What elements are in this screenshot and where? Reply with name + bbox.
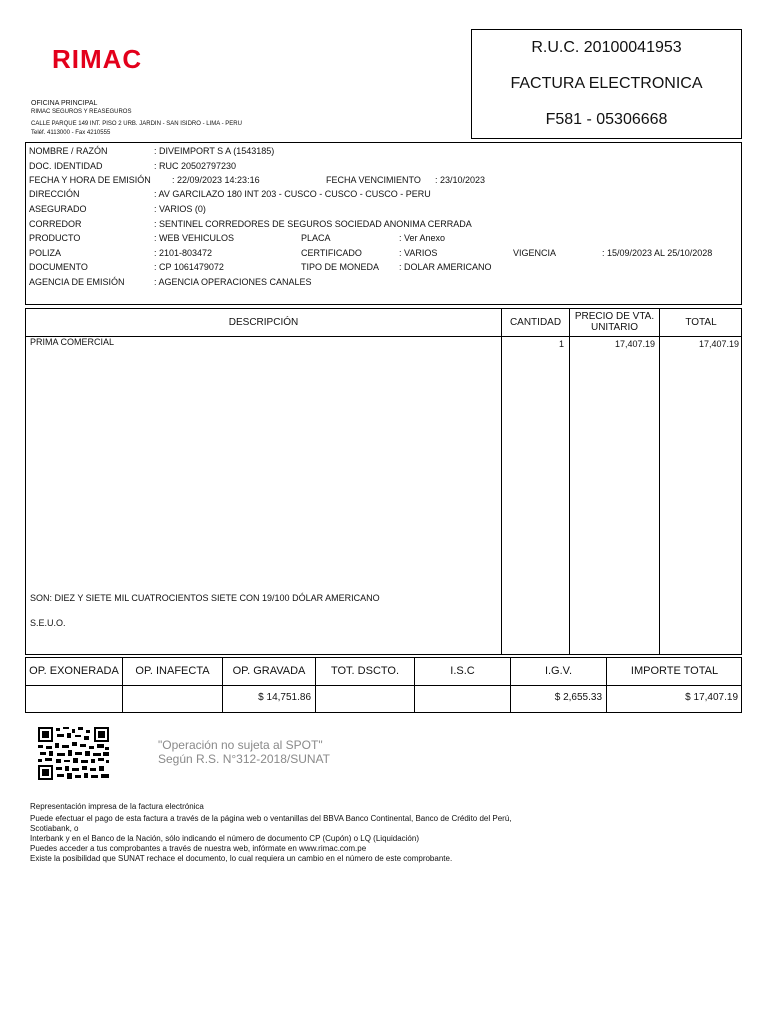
asegurado-label: ASEGURADO <box>29 204 87 214</box>
producto-value: : WEB VEHICULOS <box>154 233 235 243</box>
header-inafecta: OP. INAFECTA <box>135 665 210 677</box>
corredor-label: CORREDOR <box>29 219 82 229</box>
nombre-value: : DIVEIMPORT S A (1543185) <box>154 146 275 156</box>
amount-in-words: SON: DIEZ Y SIETE MIL CUATROCIENTOS SIETE CON 19/100 DÓLAR AMERICANO <box>30 593 380 603</box>
doc-value: : RUC 20502797230 <box>154 161 237 171</box>
office-address <box>31 99 242 138</box>
doc-label: DOC. IDENTIDAD <box>29 161 103 171</box>
asegurado-value: : VARIOS (0) <box>154 204 206 214</box>
header-divider <box>26 336 741 337</box>
spot-line-2: Según R.S. N°312-2018/SUNAT <box>158 752 330 766</box>
office-line: RIMAC SEGUROS Y REASEGUROS <box>31 109 132 115</box>
vencimiento-label: FECHA VENCIMIENTO <box>326 175 421 185</box>
documento-label: DOCUMENTO <box>29 262 88 272</box>
agencia-label: AGENCIA DE EMISIÓN <box>29 277 125 287</box>
nombre-label: NOMBRE / RAZÓN <box>29 146 108 156</box>
header-exonerada: OP. EXONERADA <box>29 665 119 677</box>
header-dscto: TOT. DSCTO. <box>330 665 400 677</box>
seuo-note: S.E.U.O. <box>30 618 66 628</box>
footer-line: Existe la posibilidad que SUNAT rechace el documento, lo cual requiera un cambio en el número de este comprobante. <box>30 854 453 863</box>
agencia-value: : AGENCIA OPERACIONES CANALES <box>154 277 312 287</box>
spot-note <box>158 738 330 766</box>
rimac-logo: RIMAC <box>52 44 143 74</box>
corredor-value: : SENTINEL CORREDORES DE SEGUROS SOCIEDAD ANONIMA CERRADA <box>154 219 472 229</box>
doc-number: F581 - 05306668 <box>545 111 668 128</box>
moneda-value: : DOLAR AMERICANO <box>399 262 492 272</box>
poliza-value: : 2101-803472 <box>154 248 213 258</box>
ruc-number: R.U.C. 20100041953 <box>531 39 682 56</box>
value-gravada: $ 14,751.86 <box>258 692 311 703</box>
vigencia-label: VIGENCIA <box>513 248 557 258</box>
totals-table <box>25 657 742 713</box>
totals-divider <box>26 685 741 686</box>
header-precio: PRECIO DE VTA. UNITARIO <box>574 311 655 333</box>
office-line: CALLE PARQUE 149 INT. PISO 2 URB. JARDIN - SAN ISIDRO - LIMA - PERU <box>31 121 242 127</box>
office-line: Teléf. 4113000 - Fax 4210555 <box>31 130 111 136</box>
item-unit-price: 17,407.19 <box>614 339 655 349</box>
value-igv: $ 2,655.33 <box>554 692 602 703</box>
moneda-label: TIPO DE MONEDA <box>301 262 380 272</box>
header-importe-total: IMPORTE TOTAL <box>630 665 719 677</box>
doc-type: FACTURA ELECTRONICA <box>510 75 703 92</box>
qr-code-icon <box>37 726 110 781</box>
header-descripcion: DESCRIPCIÓN <box>228 317 299 328</box>
col-divider <box>569 309 570 654</box>
item-description: PRIMA COMERCIAL <box>30 337 115 347</box>
footer-line: Interbank y en el Banco de la Nación, sólo indicando el número de documento CP (Cupón) o LQ (Liquidación) <box>30 834 419 843</box>
spot-line-1: "Operación no sujeta al SPOT" <box>158 738 323 752</box>
col-divider <box>659 309 660 654</box>
vigencia-value: : 15/09/2023 AL 25/10/2028 <box>602 248 713 258</box>
poliza-label: POLIZA <box>29 248 62 258</box>
direccion-value: : AV GARCILAZO 180 INT 203 - CUSCO - CUSCO - CUSCO - PERU <box>154 189 431 199</box>
item-total: 17,407.19 <box>698 339 739 349</box>
certificado-value: : VARIOS <box>399 248 438 258</box>
item-quantity: 1 <box>558 339 564 349</box>
value-importe-total: $ 17,407.19 <box>685 692 738 703</box>
customer-info <box>25 142 742 305</box>
placa-label: PLACA <box>301 233 331 243</box>
header-isc: I.S.C <box>450 665 475 677</box>
office-line: OFICINA PRINCIPAL <box>31 100 98 107</box>
col-divider <box>501 309 502 654</box>
direccion-label: DIRECCIÓN <box>29 189 80 199</box>
documento-value: : CP 1061479072 <box>154 262 224 272</box>
certificado-label: CERTIFICADO <box>301 248 362 258</box>
header-gravada: OP. GRAVADA <box>232 665 306 677</box>
vencimiento-value: : 23/10/2023 <box>435 175 486 185</box>
producto-label: PRODUCTO <box>29 233 81 243</box>
placa-value: : Ver Anexo <box>399 233 446 243</box>
items-table <box>25 308 742 655</box>
ruc-box <box>471 29 742 139</box>
header-total: TOTAL <box>685 317 717 328</box>
header-igv: I.G.V. <box>544 665 573 677</box>
footer-line: Representación impresa de la factura electrónica <box>30 802 204 811</box>
fecha-label: FECHA Y HORA DE EMISIÓN <box>29 175 151 185</box>
footer-line: Puede efectuar el pago de esta factura a través de la página web o ventanillas del BBVA Banco Continental, Banco de Crédito del Perú, Scotiabank, o <box>30 814 512 833</box>
footer-notes <box>30 802 550 864</box>
footer-line: Puedes acceder a tus comprobantes a través de nuestra web, infórmate en www.rimac.com.pe <box>30 844 367 853</box>
header-cantidad: CANTIDAD <box>509 317 562 328</box>
fecha-value: : 22/09/2023 14:23:16 <box>172 175 260 185</box>
